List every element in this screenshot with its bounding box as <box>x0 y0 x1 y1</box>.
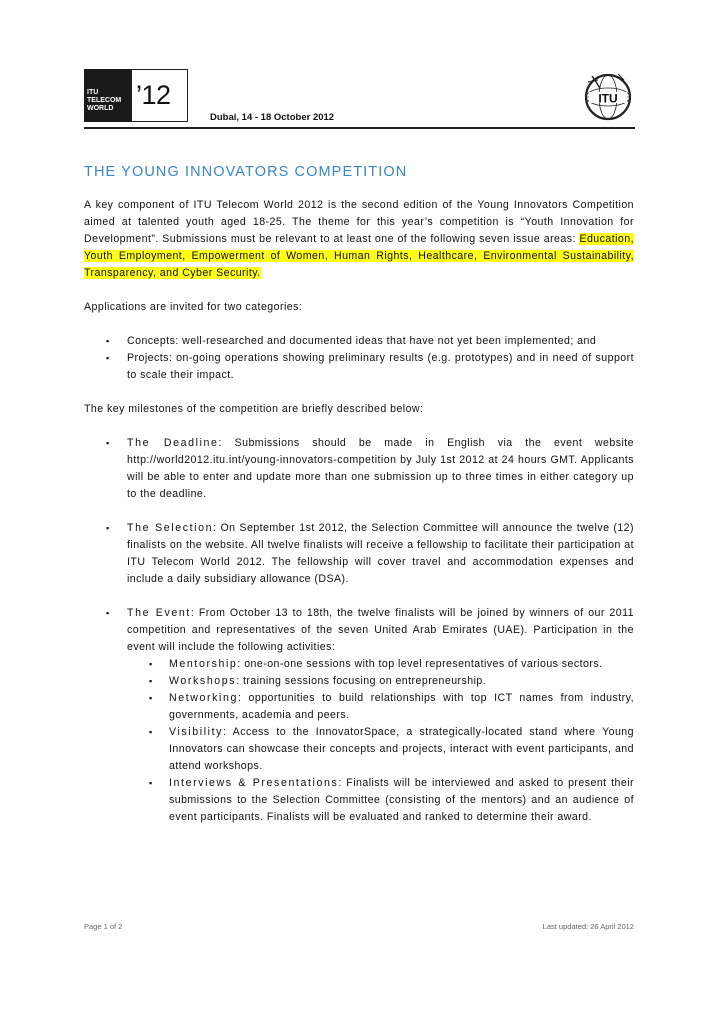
logo-year: ’12 <box>136 80 171 110</box>
categories-intro: Applications are invited for two categories: <box>84 301 303 313</box>
logo-line-3: WORLD <box>87 105 114 112</box>
itu-logo-text: ITU <box>598 91 618 106</box>
highlighted-issue-areas: Education, Youth Employment, Empowerment of Women, Human Rights, Healthcare, Environmental Sustainability, Transparency, and Cyber Security. <box>84 233 634 279</box>
document-body <box>84 160 634 826</box>
activity-mentorship <box>127 656 634 673</box>
activity-text: : training sessions focusing on entrepreneurship. <box>236 675 487 687</box>
category-item-concepts: ▪ Concepts: well-researched and documented ideas that have not yet been implemented; and <box>84 333 634 350</box>
milestones-list-2 <box>84 520 634 588</box>
page-title: THE YOUNG INNOVATORS COMPETITION <box>84 164 408 180</box>
activity-text: : Finalists will be interviewed and asked to present their submissions to the Selection Committee (consisting of the mentors) and an audience of event participants. Finalists will be evaluated and ranked to determine their award. <box>169 777 634 823</box>
event-info: Dubai, 14 - 18 October 2012 <box>210 112 335 123</box>
milestone-selection <box>84 520 634 588</box>
activity-text: : one-on-one sessions with top level representatives of various sectors. <box>237 658 603 670</box>
activity-interviews <box>127 775 634 826</box>
activity-networking <box>127 690 634 724</box>
milestone-term: The Selection <box>127 522 214 534</box>
milestones-list <box>84 435 634 503</box>
itu-globe-logo <box>578 66 638 126</box>
activity-term: Interviews & Presentations <box>169 777 339 789</box>
header-divider <box>84 127 635 129</box>
intro-paragraph <box>84 197 634 282</box>
activity-term: Mentorship <box>169 658 238 670</box>
milestone-text: : From October 13 to 18th, the twelve finalists will be joined by winners of our 2011 competition and representatives of the seven United Arab Emirates (UAE). Participation in the event will include the following activities: <box>127 607 635 653</box>
milestone-text: : Submissions should be made in English via the event website http://world2012.itu.int/young-innovators-competition by July 1st 2012 at 24 hours GMT. Applicants will be able to enter and update more than one submission up to three times in either category up to the deadline. <box>127 437 634 500</box>
activity-term: Visibility <box>169 726 224 738</box>
logo-year-panel <box>131 69 188 122</box>
itu-telecom-world-logo <box>84 69 188 122</box>
logo-line-1: ITU <box>87 89 99 96</box>
milestone-deadline <box>84 435 634 503</box>
milestone-event <box>84 605 634 826</box>
milestones-list-3 <box>84 605 634 826</box>
logo-dark-panel <box>84 69 131 122</box>
category-item-projects: ▪ Projects: on-going operations showing preliminary results (e.g. prototypes) and in need of support to scale their impact. <box>84 350 634 384</box>
activities-list <box>127 656 634 826</box>
activity-workshops <box>127 673 634 690</box>
milestones-intro: The key milestones of the competition are briefly described below: <box>84 403 424 415</box>
activity-term: Networking <box>169 692 238 704</box>
milestone-term: The Deadline <box>127 437 219 449</box>
activity-text: : Access to the InnovatorSpace, a strategically-located stand where Young Innovators can showcase their concepts and projects, interact with event participants, and attend workshops. <box>169 726 634 772</box>
last-updated: Last updated: 26 April 2012 <box>542 922 634 931</box>
intro-text: A key component of ITU Telecom World 2012 is the second edition of the Young Innovators Competition aimed at talented youth aged 18-25. The theme for this year’s competition is “Youth Innovation for Development”. Submissions must be relevant to at least one of the following seven issue areas: <box>84 199 634 245</box>
logo-line-2: TELECOM <box>87 97 122 104</box>
milestone-term: The Event <box>127 607 191 619</box>
page-number: Page 1 of 2 <box>84 922 123 931</box>
activity-visibility <box>127 724 634 775</box>
milestone-text: : On September 1st 2012, the Selection Committee will announce the twelve (12) finalists on the website. All twelve finalists will receive a fellowship to facilitate their participation at ITU Telecom World 2012. The fellowship will cover travel and accommodation expenses and include a daily subsidiary allowance (DSA). <box>127 522 634 585</box>
activity-term: Workshops <box>169 675 237 687</box>
activity-text: : opportunities to build relationships with top ICT names from industry, governments, academia and peers. <box>169 692 634 721</box>
categories-list <box>84 333 634 384</box>
